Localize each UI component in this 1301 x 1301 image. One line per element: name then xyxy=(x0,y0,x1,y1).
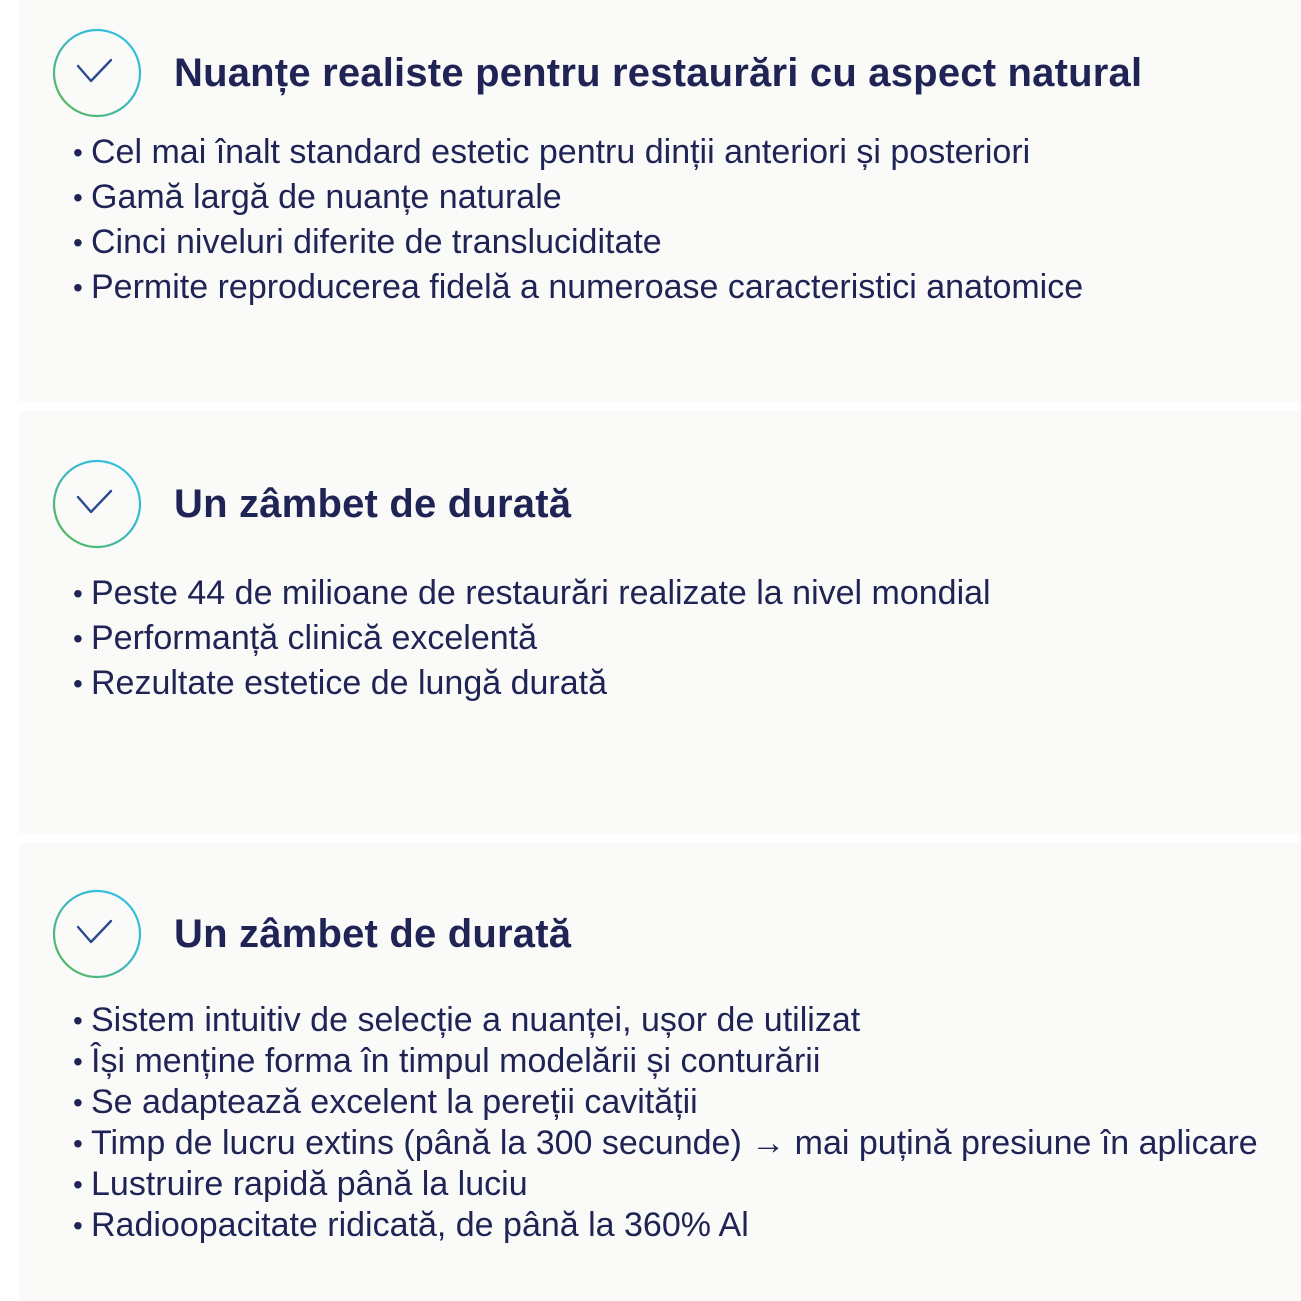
bullet-dot: • xyxy=(73,227,83,258)
section-title: Nuanțe realiste pentru restaurări cu aspect natural xyxy=(174,50,1143,95)
bullet-list xyxy=(73,571,1261,706)
bullet-dot: • xyxy=(73,1005,83,1036)
bullet-dot: • xyxy=(73,623,83,654)
section-header xyxy=(52,459,571,549)
bullet-dot: • xyxy=(73,182,83,213)
bullet-dot: • xyxy=(73,668,83,699)
list-item: • Se adaptează excelent la pereții cavității xyxy=(73,1083,698,1121)
list-item: • Peste 44 de milioane de restaurări realizate la nivel mondial xyxy=(73,571,1261,616)
bullet-dot: • xyxy=(73,137,83,168)
section-title: Un zâmbet de durată xyxy=(174,481,572,526)
list-item: • Rezultate estetice de lungă durată xyxy=(73,661,1261,706)
check-circle-icon xyxy=(52,889,142,979)
list-item: • Permite reproducerea fidelă a numeroase caracteristici anatomice xyxy=(73,265,1261,310)
feature-panel-handling xyxy=(19,843,1301,1301)
bullet-list xyxy=(73,130,1261,310)
bullet-dot: • xyxy=(73,1087,83,1118)
feature-panel-lasting-smile xyxy=(19,411,1301,834)
bullet-dot: • xyxy=(73,1128,83,1159)
check-circle-icon xyxy=(52,459,142,549)
bullet-list xyxy=(73,1000,1261,1246)
section-header xyxy=(52,28,1142,118)
check-circle-icon xyxy=(52,28,142,118)
bullet-dot: • xyxy=(73,1046,83,1077)
bullet-dot: • xyxy=(73,578,83,609)
bullet-dot: • xyxy=(73,272,83,303)
list-item: • Lustruire rapidă până la luciu xyxy=(73,1165,528,1203)
section-header xyxy=(52,889,571,979)
list-item: • Gamă largă de nuanțe naturale xyxy=(73,175,1261,220)
list-item: • Își menține forma în timpul modelării și conturării xyxy=(73,1042,821,1080)
bullet-dot: • xyxy=(73,1169,83,1200)
bullet-dot: • xyxy=(73,1210,83,1241)
list-item: • Sistem intuitiv de selecție a nuanței, ușor de utilizat xyxy=(73,1001,861,1039)
section-title: Un zâmbet de durată xyxy=(174,911,572,956)
feature-panel-natural-shades xyxy=(19,0,1301,402)
list-item: • Radioopacitate ridicată, de până la 360% Al xyxy=(73,1206,749,1244)
list-item: • Cel mai înalt standard estetic pentru dinții anteriori și posteriori xyxy=(73,130,1261,175)
list-item: • Cinci niveluri diferite de transluciditate xyxy=(73,220,1261,265)
list-item: • Performanță clinică excelentă xyxy=(73,616,1261,661)
list-item: • Timp de lucru extins (până la 300 secunde) → mai puțină presiune în aplicare xyxy=(73,1124,1258,1162)
